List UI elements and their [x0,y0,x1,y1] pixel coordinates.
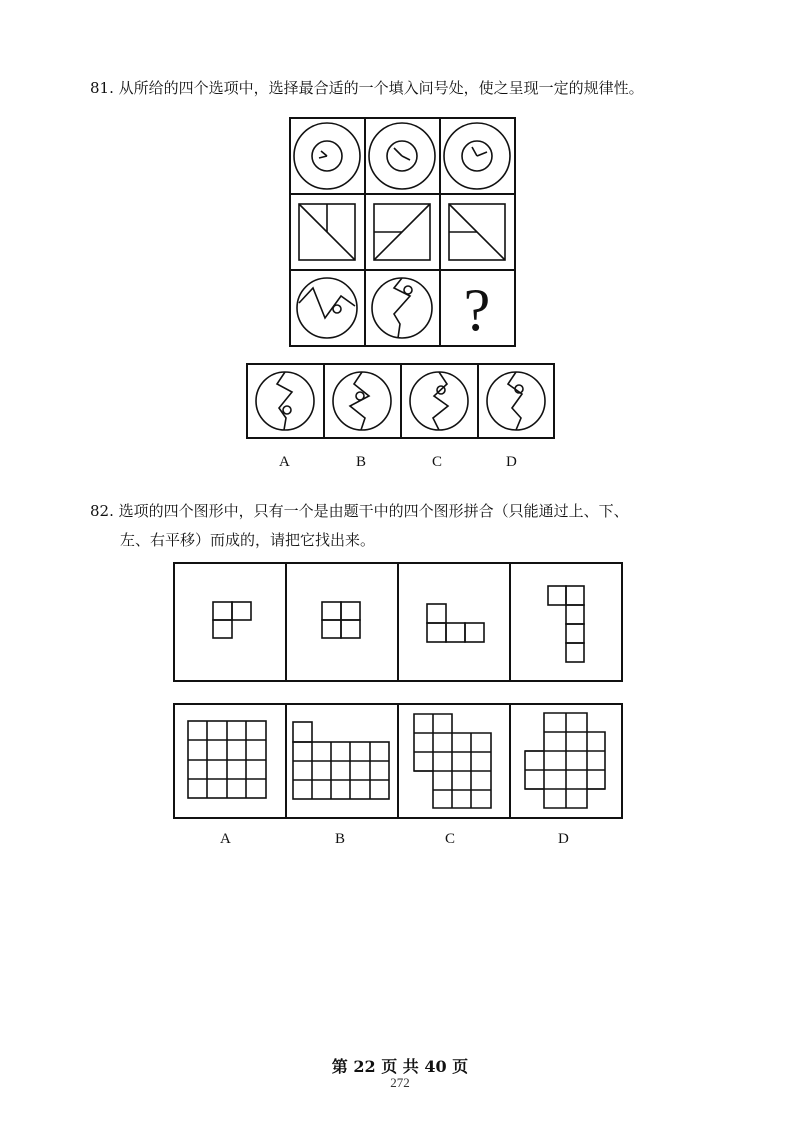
q81-option-b-label: B [356,454,367,470]
question-mark: ? [463,277,491,343]
q82-option-a-label: A [220,831,231,847]
option-d-grid [525,713,605,808]
piece-square [322,602,360,638]
page-footer: 第 22 页 共 40 页 [331,1057,469,1076]
page-number: 272 [390,1075,410,1090]
piece-l-tromino [213,602,251,638]
q82-option-c-label: C [445,831,456,847]
option-b-grid [293,722,389,799]
q81-option-c-label: C [432,454,443,470]
question-82-text-line2: 左、右平移）而成的，请把它找出来。 [120,531,376,549]
q81-option-d-label: D [506,454,517,470]
option-a-grid [188,721,266,798]
q82-option-d-label: D [558,831,569,847]
piece-l-tetromino [427,604,484,642]
question-82-text-line1: 82. 选项的四个图形中，只有一个是由题干中的四个图形拼合（只能通过上、下、 [90,502,629,520]
q82-stem-frame [174,563,622,681]
question-81-text: 81. 从所给的四个选项中，选择最合适的一个填入问号处，使之呈现一定的规律性。 [90,79,644,97]
option-c-grid [414,714,491,808]
q82-option-b-label: B [335,831,346,847]
piece-j-pentomino [548,586,584,662]
q81-option-a-label: A [279,454,290,470]
